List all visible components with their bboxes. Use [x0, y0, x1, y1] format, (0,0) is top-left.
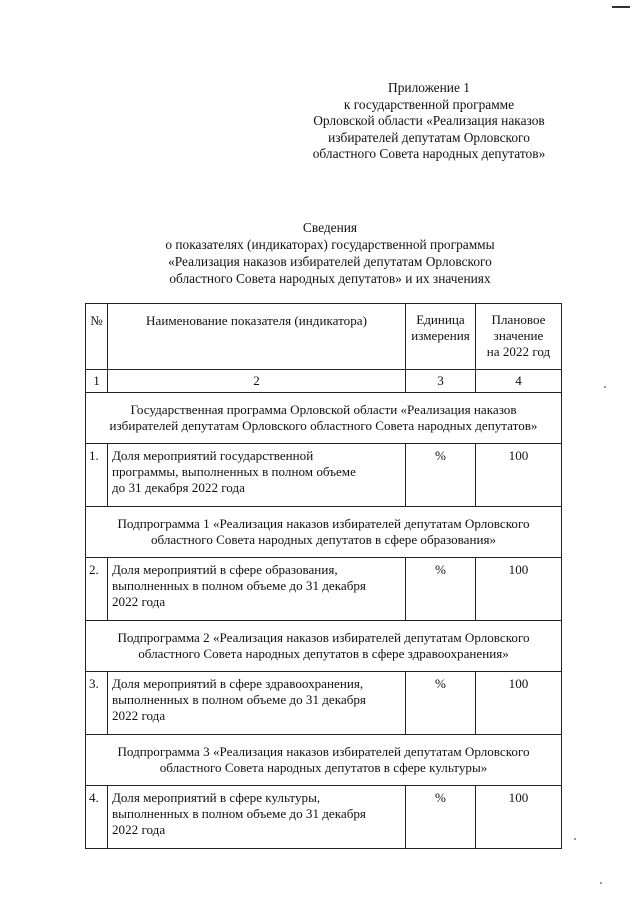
indicator-name-line: выполненных в полном объеме до 31 декабря — [112, 578, 366, 593]
section-title — [86, 735, 562, 786]
column-index-row — [86, 370, 562, 393]
header-plan-line: значение — [493, 328, 544, 343]
row-number: 4. — [86, 786, 108, 849]
header-unit — [406, 304, 476, 370]
indicator-name-line: 2022 года — [112, 594, 166, 609]
indicator-name-line: выполненных в полном объеме до 31 декабря — [112, 806, 366, 821]
column-index: 4 — [476, 370, 562, 393]
table-row — [86, 672, 562, 735]
section-title-line: областного Совета народных депутатов в сфере здравоохранения» — [138, 646, 509, 661]
indicator-name-line: до 31 декабря 2022 года — [112, 480, 245, 495]
indicator-name — [108, 672, 406, 735]
appendix-line: Орловской области «Реализация наказов — [313, 113, 545, 128]
row-number: 1. — [86, 444, 108, 507]
section-title-line: Подпрограмма 1 «Реализация наказов избирателей депутатам Орловского — [117, 516, 530, 531]
indicator-name — [108, 558, 406, 621]
scan-speck — [604, 386, 606, 388]
header-planned-value — [476, 304, 562, 370]
section-title — [86, 393, 562, 444]
section-title — [86, 621, 562, 672]
indicator-planned-value: 100 — [476, 558, 562, 621]
title-line: Сведения — [302, 220, 358, 235]
section-title-line: Подпрограмма 3 «Реализация наказов избирателей депутатам Орловского — [117, 744, 530, 759]
section-title-line: Подпрограмма 2 «Реализация наказов избирателей депутатам Орловского — [117, 630, 530, 645]
indicator-unit: % — [406, 786, 476, 849]
table-row — [86, 558, 562, 621]
indicator-name-line: выполненных в полном объеме до 31 декабря — [112, 692, 366, 707]
section-title-line: Государственная программа Орловской области «Реализация наказов — [130, 402, 517, 417]
column-index: 1 — [86, 370, 108, 393]
indicator-unit: % — [406, 558, 476, 621]
indicator-name-line: Доля мероприятий государственной — [112, 448, 314, 463]
table-header-row — [86, 304, 562, 370]
table-row — [86, 444, 562, 507]
header-plan-line: Плановое — [491, 312, 546, 327]
section-title — [86, 507, 562, 558]
section-title-line: областного Совета народных депутатов в сфере образования» — [150, 532, 497, 547]
indicator-name-line: Доля мероприятий в сфере культуры, — [112, 790, 321, 805]
title-line: областного Совета народных депутатов» и их значениях — [169, 271, 491, 286]
appendix-line: Приложение 1 — [388, 80, 470, 95]
indicator-name-line: Доля мероприятий в сфере образования, — [112, 562, 338, 577]
appendix-line: к государственной программе — [343, 96, 515, 112]
header-unit-line: Единица — [416, 312, 465, 327]
section-title-line: областного Совета народных депутатов в сфере культуры» — [159, 760, 488, 775]
title-line: о показателях (индикаторах) государственной программы — [165, 237, 495, 252]
row-number: 3. — [86, 672, 108, 735]
indicators-table — [85, 303, 562, 849]
indicator-planned-value: 100 — [476, 444, 562, 507]
indicator-unit: % — [406, 444, 476, 507]
scan-speck — [574, 838, 576, 840]
indicator-name-line: Доля мероприятий в сфере здравоохранения, — [112, 676, 364, 691]
scan-speck — [600, 882, 602, 884]
title-line: «Реализация наказов избирателей депутатам Орловского — [168, 254, 492, 269]
scan-edge-mark — [612, 6, 630, 8]
header-indicator-name: Наименование показателя (индикатора) — [108, 304, 406, 370]
column-index: 2 — [108, 370, 406, 393]
section-row-subprogram-3 — [86, 735, 562, 786]
indicator-name-line: программы, выполненных в полном объеме — [112, 464, 356, 479]
row-number: 2. — [86, 558, 108, 621]
table-row — [86, 786, 562, 849]
indicator-unit: % — [406, 672, 476, 735]
indicator-name-line: 2022 года — [112, 822, 166, 837]
header-number: № — [86, 304, 108, 370]
appendix-line: избирателей депутатам Орловского — [328, 129, 530, 145]
indicator-planned-value: 100 — [476, 672, 562, 735]
appendix-line: областного Совета народных депутатов» — [312, 146, 546, 161]
header-unit-line: измерения — [411, 328, 470, 343]
appendix-note — [296, 80, 562, 163]
section-row-subprogram-2 — [86, 621, 562, 672]
indicator-name-line: 2022 года — [112, 708, 166, 723]
header-plan-line: на 2022 год — [486, 344, 551, 359]
indicator-name — [108, 786, 406, 849]
column-index: 3 — [406, 370, 476, 393]
section-row-subprogram-1 — [86, 507, 562, 558]
document-title — [100, 219, 560, 287]
section-title-line: избирателей депутатам Орловского областного Совета народных депутатов» — [109, 418, 538, 433]
indicator-planned-value: 100 — [476, 786, 562, 849]
section-row-state-program — [86, 393, 562, 444]
indicator-name — [108, 444, 406, 507]
